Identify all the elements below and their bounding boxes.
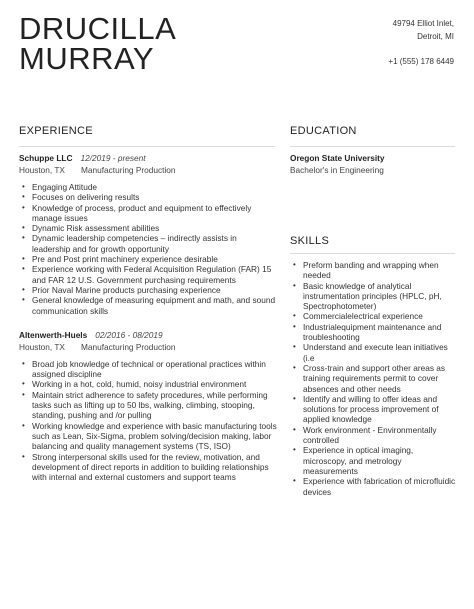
experience-divider: [19, 146, 275, 147]
address-line: 49794 Elliot Inlet,: [392, 19, 454, 28]
degree: Bachelor's in Engineering: [290, 165, 384, 175]
job-bullet: • Broad job knowledge of technical or operational practices within assigned discipline: [19, 359, 277, 380]
skill-item: • Basic knowledge of analytical instrumentation principles (HPLC, pH, Spectrophotometer): [290, 281, 456, 312]
education-heading: EDUCATION: [290, 125, 357, 137]
job-bullet: • Dynamic leadership competencies – indirectly assists in leadership and for growth opportunity: [19, 233, 277, 254]
skill-item: • Understand and execute lean initiatives (i.e: [290, 342, 456, 363]
job-bullet: • Maintain strict adherence to safety procedures, while performing tasks such as lifting up to 50 lbs, walking, climbing, stooping, standing, pushing and /or pulling: [19, 390, 277, 421]
skill-item: • Experience with fabrication of microfluidic devices: [290, 476, 456, 497]
job-bullet: • Pre and Post print machinery experience desirable: [19, 254, 277, 264]
first-name: DRUCILLA: [19, 11, 177, 46]
job-bullet: • Focuses on delivering results: [19, 192, 277, 202]
phone-number: +1 (555) 178 6449: [388, 57, 454, 66]
job-dates: 02/2016 - 08/2019: [95, 329, 163, 340]
job-bullet: • Working in a hot, cold, humid, noisy industrial environment: [19, 379, 277, 389]
job-entry: [19, 329, 277, 483]
last-name: MURRAY: [19, 41, 155, 76]
skill-item: • Industrialequipment maintenance and troubleshooting: [290, 322, 456, 343]
skills-heading: SKILLS: [290, 235, 330, 247]
job-header: [19, 329, 277, 341]
job-bullet: • Working knowledge and experience with basic manufacturing tools such as Lean, Six-Sigma, problem solving/decision making, labor balancing and quality management systems (TS, ISO): [19, 421, 277, 452]
job-entry: [19, 152, 277, 316]
skill-item: • Preform banding and wrapping when needed: [290, 260, 456, 281]
education-divider: [290, 146, 455, 147]
job-location: Houston, TX: [19, 165, 65, 175]
company-name: Altenwerth-Huels: [19, 329, 88, 340]
job-header: [19, 152, 277, 164]
skills-divider: [290, 253, 455, 254]
job-bullet: • Dynamic Risk assessment abilities: [19, 223, 277, 233]
skill-item: • Commercialelectrical experience: [290, 311, 456, 321]
job-dates: 12/2019 - present: [80, 153, 146, 163]
job-subheader: [19, 341, 277, 353]
job-bullet: • Prior Naval Marine products purchasing experience: [19, 285, 277, 295]
city-line: Detroit, MI: [417, 32, 454, 41]
skill-item: • Cross-train and support other areas as training requirements permit to cover absences and other needs: [290, 363, 456, 394]
candidate-name: [19, 11, 177, 76]
job-role: Manufacturing Production: [80, 165, 176, 175]
job-bullet: • Experience working with Federal Acquisition Regulation (FAR) 15 and FAR 12 U.S. Government purchasing requirements: [19, 264, 277, 285]
job-bullet-list: [19, 182, 277, 316]
skill-item: • Identify and willing to offer ideas and solutions for process improvement of applied knowledge: [290, 394, 456, 425]
job-bullet-list: [19, 359, 277, 483]
education-section: [290, 152, 456, 176]
contact-block: [388, 17, 454, 68]
skill-item: • Work environment - Environmentally controlled: [290, 425, 456, 446]
school-name: Oregon State University: [290, 153, 385, 163]
job-subheader: [19, 164, 277, 176]
company-name: Schuppe LLC: [19, 153, 73, 163]
job-bullet: • Knowledge of process, product and equipment to effectively manage issues: [19, 203, 277, 224]
experience-section: [19, 152, 277, 482]
experience-heading: EXPERIENCE: [19, 125, 93, 137]
job-bullet: • Engaging Attitude: [19, 182, 277, 192]
job-bullet: • General knowledge of measuring equipment and math, and sound communication skills: [19, 295, 277, 316]
skill-item: • Experience in optical imaging, microscopy, and metrology measurements: [290, 445, 456, 476]
job-role: Manufacturing Production: [80, 341, 176, 352]
skills-list: [290, 260, 456, 497]
job-location: Houston, TX: [19, 341, 65, 352]
job-bullet: • Strong interpersonal skills used for the review, motivation, and development of direct reports in addition to building relationships with internal and external customers and support teams: [19, 452, 277, 483]
skills-section: [290, 260, 456, 497]
